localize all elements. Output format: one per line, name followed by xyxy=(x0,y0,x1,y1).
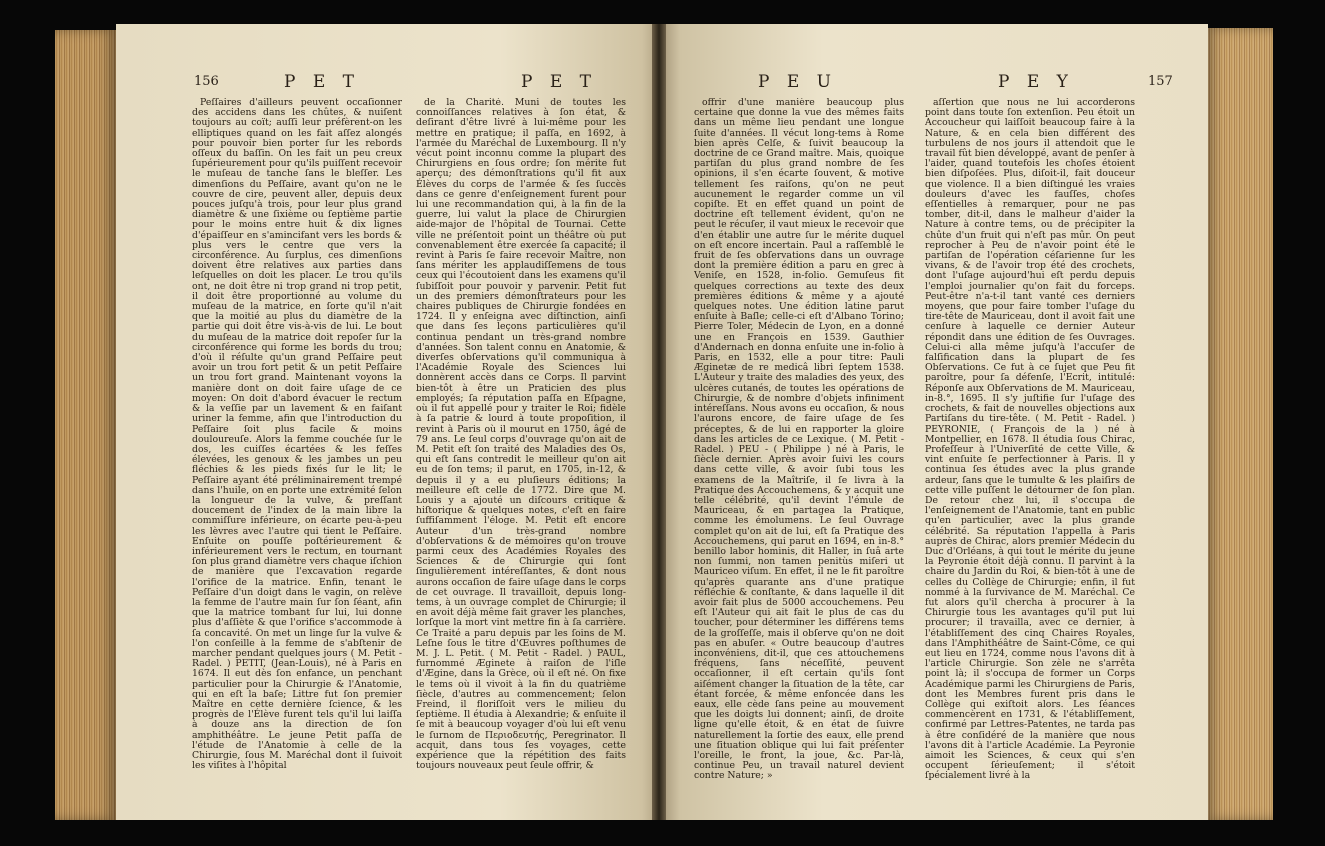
right-column-1-text: offrir d'une manière beaucoup plus certaine que donne la vue des mêmes faits dans un même lieu pendant une longue ſuite d'années. Il vécut long-tems à Rome bien après Celſe, & ſuivit beaucoup la doctrine de ce Grand maître. Mais, quoique partiſan du plus grand nombre de ſes opinions, il s'en écarte ſouvent, & motive tellement ſes raiſons, qu'on ne peut aucunement le regarder comme un vil copiſte. Et en effet quand un point de doctrine eſt tellement évident, qu'on ne peut le récuſer, il vaut mieux le recevoir que d'en établir une autre ſur le mérite duquel on eſt encore incertain. Paul a raſſemblé le fruit de ſes obſervations dans un ouvrage dont la première édition a paru en grec à Veniſe, en 1528, in-folio. Gemuſeus fit quelques corrections au texte des deux premières éditions & même y a ajouté quelques notes. Une édition latine parut enſuite à Baſle; celle-ci eſt d'Albano Torino; Pierre Toler, Médecin de Lyon, en a donné une en François en 1539. Gauthier d'Andernach en donna enſuite une in-folio à Paris, en 1532, elle a pour titre: Pauli Æginetæ de re medicâ libri ſeptem 1538. L'Auteur y traite des maladies des yeux, des ulcères cutanés, de toutes les opérations de Chirurgie, & de nombre d'objets infiniment intéreſſans. Nous avons eu occaſion, & nous l'aurons encore, de faire uſage de ſes préceptes, & de lui en rapporter la gloire dans les articles de ce Lexique. ( M. Petit - Radel. ) PEU - ( Philippe ) né à Paris, le ſiècle dernier. Après avoir ſuivi les cours dans cette ville, & avoir ſubi tous les examens de la Maîtriſe, il ſe livra à la Pratique des Accouchemens, & y acquit une telle célébrité, qu'il devint l'émule de Mauriceau, & en partagea la Pratique, comme les émolumens. Le ſeul Ouvrage complet qu'on ait de lui, eſt ſa Pratique des Accouchemens, qui parut en 1694, en in-8.° benillo labor hominis, dit Haller, in ſuâ arte non ſummi, non tamen penitùs miſeri ut Mauriceo viſum. En effet, il ne le fit paroître qu'après quarante ans d'une pratique réfléchie & conſtante, & dans laquelle il dit avoir fait plus de 5000 accouchemens. Peu eſt l'Auteur qui ait fait le plus de cas du toucher, pour déterminer les différens tems de la groſſeſſe, mais il obſerve qu'on ne doit pas en abuſer. « Outre beaucoup d'autres inconvéniens, dit-il, que ces attouchemens fréquens, ſans néceſſité, peuvent occaſionner, il eſt certain qu'ils ſont aiſément changer la ſituation de la tête, car étant forcée, & même enfoncée dans les eaux, elle cède ſans peine au mouvement que les doigts lui donnent; ainſi, de droite ligne qu'elle étoit, & en état de ſuivre naturellement la ſortie des eaux, elle prend une ſituation oblique qui lui fait préſenter l'oreille, le front, la joue, &c. Par-là, continue Peu, un travail naturel devient contre Nature; » xyxy=(694,98,904,782)
right-running-head-2: P E Y xyxy=(998,72,1074,92)
left-column-2 xyxy=(416,98,626,820)
right-running-head-1: P E U xyxy=(758,72,837,92)
right-column-2 xyxy=(925,98,1135,820)
right-column-1 xyxy=(694,98,904,820)
left-page-number: 156 xyxy=(194,74,219,89)
right-page-number: 157 xyxy=(1148,74,1173,89)
left-page xyxy=(116,24,664,820)
left-column-2-text: de la Charité. Muni de toutes les connoiſſances relatives à ſon état, & deſirant d'être livré à lui-même pour les mettre en pratique; il paſſa, en 1692, à l'armée du Maréchal de Luxembourg. Il n'y vécut point inconnu comme la plupart des Chirurgiens en ſous ordre; ſon mérite fut aperçu; des démonſtrations qu'il fit aux Élèves du corps de l'armée & ſes ſuccès dans ce genre d'enſeignement furent pour lui une recommandation qui, à la fin de la guerre, lui valut la place de Chirurgien aide-major de l'hôpital de Tournai. Cette ville ne préſentoit point un théâtre où put convenablement être exercée ſa capacité; il revint à Paris ſe faire recevoir Maître, non ſans mériter les applaudiſſemens de tous ceux qui l'écoutoient dans les examens qu'il ſubiſſoit pour pouvoir y parvenir. Petit fut un des premiers démonſtrateurs pour les chaires publiques de Chirurgie fondées en 1724. Il y enſeigna avec diſtinction, ainſi que dans ſes leçons particulières qu'il continua pendant un très-grand nombre d'années. Son talent connu en Anatomie, & diverſes obſervations qu'il communiqua à l'Académie Royale des Sciences lui donnèrent accès dans ce Corps. Il parvint bien-tôt à être un Praticien des plus employés; ſa réputation paſſa en Eſpagne, où il fut appellé pour y traiter le Roi; fidèle à ſa patrie & lourd à toute propoſition, il revint à Paris où il mourut en 1750, âgé de 79 ans. Le ſeul corps d'ouvrage qu'on ait de M. Petit eſt ſon traité des Maladies des Os, qui eſt ſans contredit le meilleur qu'on ait eu de ſon tems; il parut, en 1705, in-12, & depuis il y a eu pluſieurs éditions; la meilleure eſt celle de 1772. Dire que M. Louis y a ajouté un diſcours critique & hiſtorique & quelques notes, c'eſt en faire ſuffiſamment l'éloge. M. Petit eſt encore Auteur d'un très-grand nombre d'obſervations & de mémoires qu'on trouve parmi ceux des Académies Royales des Sciences & de Chirurgie qui ſont ſingulièrement intéreſſantes, & dont nous aurons occaſion de faire uſage dans le corps de cet ouvrage. Il travailloit, depuis long-tems, à un ouvrage complet de Chirurgie; il en avoit déjà même fait graver les planches, lorſque la mort vint mettre fin à ſa carrière. Ce Traité a paru depuis par les ſoins de M. Leſne ſous le titre d'Œuvres poſthumes de M. J. L. Petit. ( M. Petit - Radel. ) PAUL, furnommé Æginete à raiſon de l'iſle d'Ægine, dans la Grèce, où il eſt né. On fixe le tems où il vivoit à la fin du quatrième ſiècle, d'autres au commencement; ſelon Freind, il floriſſoit vers le milieu du ſeptième. Il étudia à Alexandrie; & enſuite il ſe mit à beaucoup voyager d'où lui eſt venu le ſurnom de Περιοδευτής, Peregrinator. Il acquit, dans tous ſes voyages, cette expérience que la répétition des faits toujours nouveaux peut ſeule offrir, & xyxy=(416,98,626,772)
right-page xyxy=(658,24,1208,820)
left-running-head-1: P E T xyxy=(284,72,360,92)
left-column-1-text: Peſſaires d'ailleurs peuvent occaſionner des accidens dans les chûtes, & nuiſent toujours au coït; auſſi leur préfèrent-on les elliptiques quand on les fait aſſez alongés pour pouvoir bien porter ſur les rebords oſſeux du baſſin. On les fait un peu creux ſupérieurement pour qu'ils puiſſent recevoir le muſeau de tanche ſans le bleſſer. Les dimenſions du Peſſaire, avant qu'on ne le couvre de cire, peuvent aller, depuis deux pouces juſqu'à trois, pour leur plus grand diamètre & une ſixième ou ſeptième partie pour le moins entre huit & dix lignes d'épaiſſeur en s'amincifant vers les bords & plus vers le centre que vers la circonférence. Au ſurplus, ces dimenſions doivent être relatives aux parties dans leſquelles on doit les placer. Le trou qu'ils ont, ne doit être ni trop grand ni trop petit, il doit être proportionné au volume du muſeau de la matrice, en ſorte qu'il n'ait que la moitié au plus du diamètre de la partie qui doit être vis-à-vis de lui. Le bout du muſeau de la matrice doit repoſer ſur la circonférence qui forme les bords du trou; d'où il réſulte qu'un grand Peſſaire peut avoir un trou fort petit & un petit Peſſaire un trou fort grand. Maintenant voyons la manière dont on doit faire uſage de ce moyen: On doit d'abord évacuer le rectum & la veſſie par un lavement & en faiſant uriner la femme, afin que l'introduction du Peſſaire ſoit plus facile & moins douloureuſe. Alors la femme couchée ſur le dos, les cuiſſes écartées & les feſſes élevées, les genoux & les jambes un peu fléchies & les pieds fixés ſur le lit; le Peſſaire ayant été préliminairement trempé dans l'huile, on en porte une extrémité ſelon la longueur de la vulve, & preſſant doucement de l'index de la main libre la commiſſure inférieure, on écarte peu-à-peu les lèvres avec l'autre qui tient le Peſſaire. Enſuite on pouſſe poſtérieurement & inférieurement vers le rectum, en tournant ſon plus grand diamètre vers chaque iſchion de manière que l'excavation regarde l'orifice de la matrice. Enfin, tenant le Peſſaire d'un doigt dans le vagin, on relève la femme de l'autre main ſur ſon ſéant, afin que la matrice tombant ſur lui, lui donne plus d'aſſiète & que l'orifice s'accommode à ſa concavité. On met un linge ſur la vulve & l'on conſeille à la femme de s'abſtenir de marcher pendant quelques jours ( M. Petit - Radel. ) PETIT, (Jean-Louis), né à Paris en 1674. Il eut dès ſon enfance, un penchant particulier pour la Chirurgie & l'Anatomie, qui en eſt la baſe; Littre fut ſon premier Maître en cette dernière ſcience, & les progrès de l'Élève furent tels qu'il lui laiſſa à douze ans la direction de ſon amphithéâtre. Le jeune Petit paſſa de l'étude de l'Anatomie à celle de la Chirurgie, ſous M. Maréchal dont il ſuivoit les viſites à l'hôpital xyxy=(192,98,402,772)
left-column-1 xyxy=(192,98,402,820)
left-page-edges xyxy=(55,30,117,820)
book-gutter xyxy=(652,24,666,820)
left-running-head-2: P E T xyxy=(521,72,597,92)
right-page-edges xyxy=(1205,28,1273,820)
right-column-2-text: aſſertion que nous ne lui accorderons point dans toute ſon extenſion. Peu étoit un Accoucheur qui laiſſoit beaucoup faire à la Nature, & en cela bien différent des turbulens de nos jours il attendoit que le travail fût bien développé, avant de penſer à l'aider, quand toutefois les choſes étoient bien diſpoſées. Plus, diſoit-il, fait douceur que violence. Il a bien diſtingué les vraies douleurs d'avec les fauſſes, choſes eſſentielles à remarquer, pour ne pas tomber, dit-il, dans le malheur d'aider la Nature à contre tems, ou de précipiter la chûte d'un fruit qui n'eſt pas mûr. On peut reprocher à Peu de n'avoir point été le partiſan de l'opération céſarienne ſur les vivans, & de l'avoir trop été des crochets, dont l'uſage aujourd'hui eſt perdu depuis l'emploi journalier qu'on fait du forceps. Peut-être n'a-t-il tant vanté ces derniers moyens, que pour faire tomber l'uſage du tire-tête de Mauriceau, dont il avoit fait une cenſure à laquelle ce dernier Auteur répondit dans une édition de ſes Ouvrages. Celui-ci alla même juſqu'à l'accuſer de falſification dans la plupart de ſes Obſervations. Ce fut à ce ſujet que Peu fit paroître, pour ſa défenſe, l'Ecrit, intitulé: Réponſe aux Obſervations de M. Mauriceau, in-8.°, 1695. Il s'y juſtifie ſur l'uſage des crochets, & fait de nouvelles objections aux Partiſans du tire-tête. ( M. Petit - Radel. ) PEYRONIE, ( François de la ) né à Montpellier, en 1678. Il étudia ſous Chirac, Profeſſeur à l'Univerſité de cette Ville, & vint enſuite ſe perfectionner à Paris. Il y continua ſes études avec la plus grande ardeur, ſans que le tumulte & les plaiſirs de cette ville puſſent le détourner de ſon plan. De retour chez lui, il s'occupa de l'enſeignement de l'Anatomie, tant en public qu'en particulier, avec la plus grande célébrité. Sa réputation l'appella à Paris auprès de Chirac, alors premier Médecin du Duc d'Orléans, à qui tout le mérite du jeune la Peyronie étoit déjà connu. Il parvint à la chaire du Jardin du Roi, & bien-tôt à une de celles du Collège de Chirurgie; enfin, il fut nommé à la ſurvivance de M. Maréchal. Ce fut alors qu'il chercha à procurer à la Chirurgie tous les avantages qu'il put lui procurer; il travailla, avec ce dernier, à l'établiſſement des cinq Chaires Royales, dans l'Amphithéâtre de Saint-Côme, ce qui eut lieu en 1724, comme nous l'avons dit à l'article Chirurgie. Son zèle ne s'arrêta point là; il s'occupa de former un Corps Académique parmi les Chirurgiens de Paris, dont les Membres furent pris dans le Collège qui exiſtoit alors. Les ſéances commencèrent en 1731, & l'établiſſement, confirmé par Lettres-Patentes, ne tarda pas à être conſidéré de la manière que nous l'avons dit à l'article Académie. La Peyronie aimoit les Sciences, & ceux qui s'en occupent ſérieuſement; il s'étoit ſpécialement livré à la xyxy=(925,98,1135,782)
